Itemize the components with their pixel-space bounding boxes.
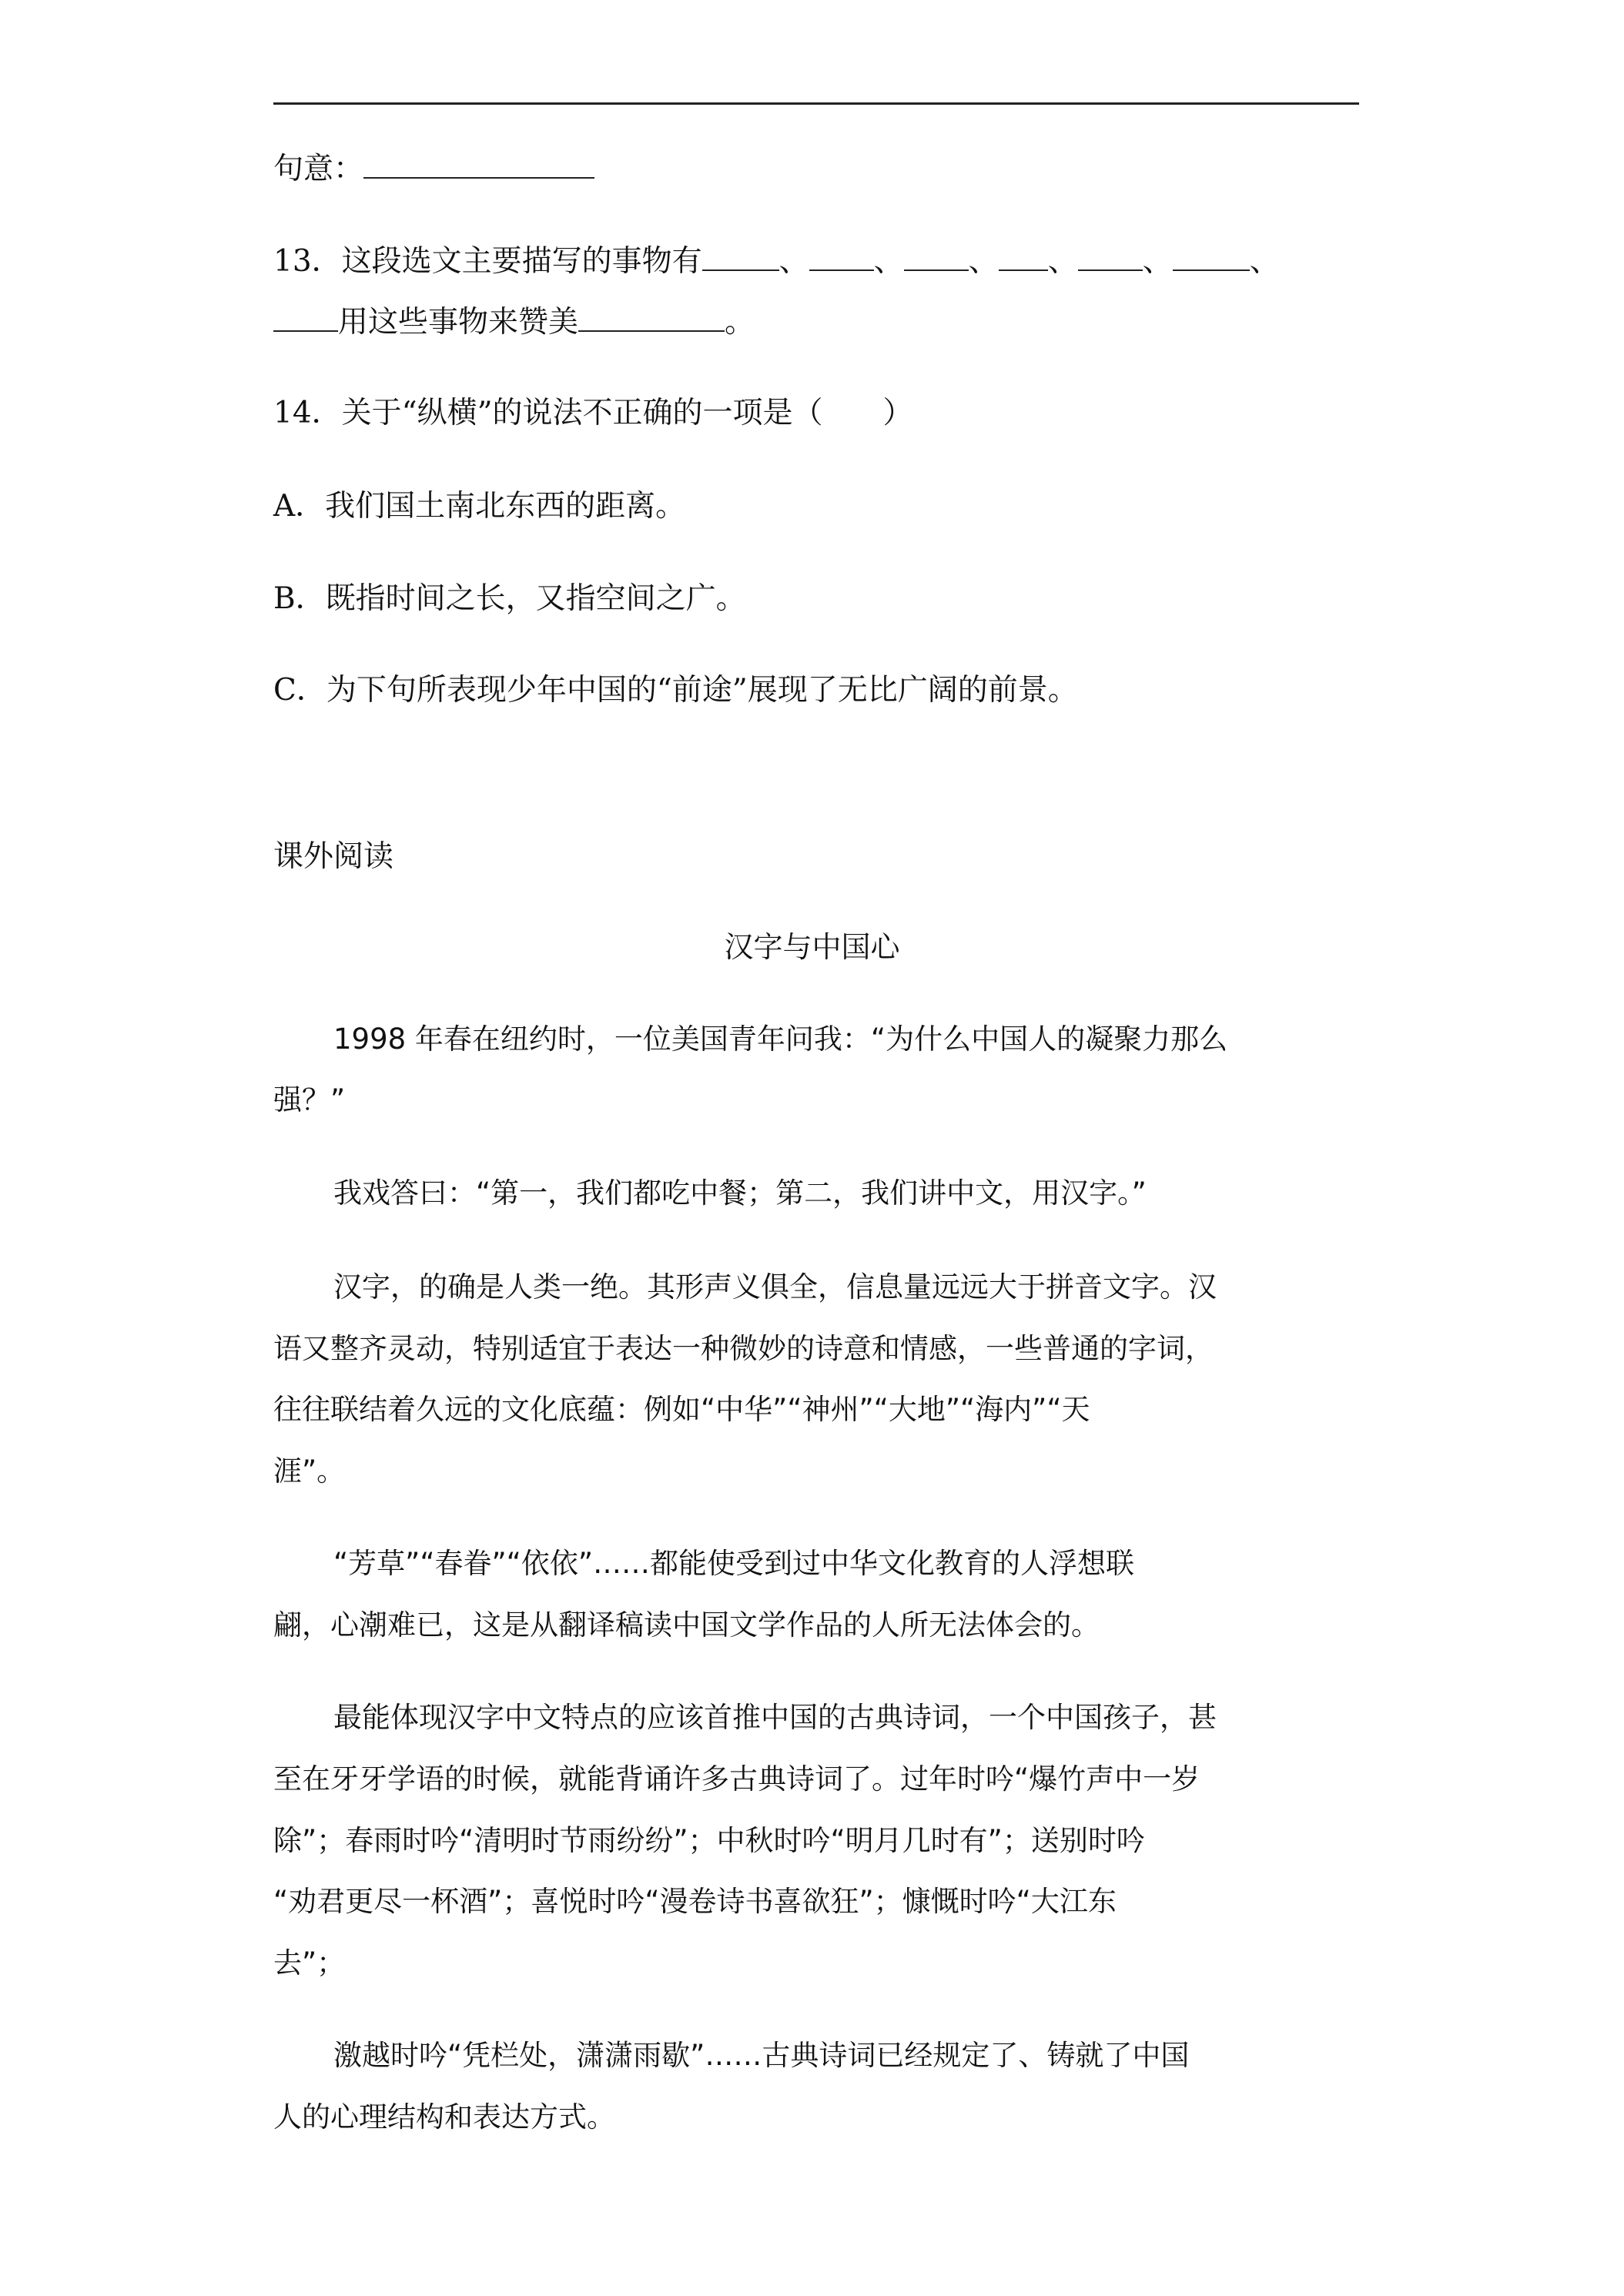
header-rule	[273, 102, 1359, 105]
passage-line: 最能体现汉字中文特点的应该首推中国的古典诗词，一个中国孩子，甚	[333, 1701, 1217, 1734]
q14-option-a[interactable]: A．我们国土南北东西的距离。	[273, 489, 686, 524]
juyi-label: 句意：	[273, 152, 364, 186]
q14-option-b[interactable]: B．既指时间之长，又指空间之广。	[273, 581, 746, 616]
passage-line: 人的心理结构和表达方式。	[273, 2100, 615, 2134]
separator: 、	[1249, 244, 1280, 279]
q13-line2	[273, 303, 755, 343]
q13-line1	[273, 242, 1280, 282]
q13-prefix: 13．这段选文主要描写的事物有	[273, 244, 702, 279]
period: 。	[725, 305, 755, 340]
passage-line: 至在牙牙学语的时候，就能背诵许多古典诗词了。过年时吟“爆竹声中一岁	[273, 1762, 1200, 1796]
passage-line: 强？”	[273, 1083, 346, 1116]
passage-line: “芳草”“春眷”“依依”……都能使受到过中华文化教育的人浮想联	[333, 1547, 1135, 1580]
passage-line: 我戏答曰：“第一，我们都吃中餐；第二，我们讲中文，用汉字。”	[333, 1176, 1147, 1210]
answer-blank[interactable]	[273, 304, 338, 332]
answer-blank[interactable]	[1173, 243, 1250, 271]
answer-blank[interactable]	[904, 243, 969, 271]
passage-line: 往往联结着久远的文化底蕴：例如“中华”“神州”“大地”“海内”“天	[273, 1393, 1090, 1426]
separator: 、	[873, 244, 904, 279]
passage-line: 去”；	[273, 1946, 346, 1980]
separator: 、	[968, 244, 999, 279]
passage-line: “劝君更尽一杯酒”；喜悦时吟“漫卷诗书喜欲狂”；慷慨时吟“大江东	[273, 1885, 1117, 1918]
separator: 、	[1047, 244, 1078, 279]
passage-line: 1998 年春在纽约时，一位美国青年问我：“为什么中国人的凝聚力那么	[333, 1022, 1228, 1056]
answer-blank[interactable]	[1078, 243, 1143, 271]
answer-blank[interactable]	[999, 243, 1048, 271]
separator: 、	[1142, 244, 1173, 279]
q13-suffix: 用这些事物来赞美	[338, 305, 579, 340]
passage-title: 汉字与中国心	[724, 930, 900, 964]
passage-line: 涯”。	[273, 1454, 346, 1488]
q14-stem: 14．关于“纵横”的说法不正确的一项是（ ）	[273, 396, 913, 430]
separator: 、	[779, 244, 809, 279]
passage-line: 翩，心潮难已，这是从翻译稿读中国文学作品的人所无法体会的。	[273, 1608, 1100, 1642]
q14-option-c[interactable]: C．为下句所表现少年中国的“前途”展现了无比广阔的前景。	[273, 673, 1078, 708]
passage-line: 激越时吟“凭栏处，潇潇雨歇”……古典诗词已经规定了、铸就了中国	[333, 2039, 1190, 2072]
answer-blank[interactable]	[809, 243, 874, 271]
passage-line: 语又整齐灵动，特别适宜于表达一种微妙的诗意和情感，一些普通的字词，	[273, 1332, 1214, 1365]
section-label: 课外阅读	[273, 839, 394, 874]
passage-line: 除”；春雨时吟“清明时节雨纷纷”；中秋时吟“明月几时有”；送别时吟	[273, 1824, 1145, 1857]
answer-blank[interactable]	[578, 304, 725, 332]
q12-meaning-line	[273, 149, 594, 189]
passage-line: 汉字，的确是人类一绝。其形声义俱全，信息量远远大于拼音文字。汉	[333, 1270, 1217, 1304]
answer-blank[interactable]	[363, 151, 594, 179]
answer-blank[interactable]	[702, 243, 779, 271]
